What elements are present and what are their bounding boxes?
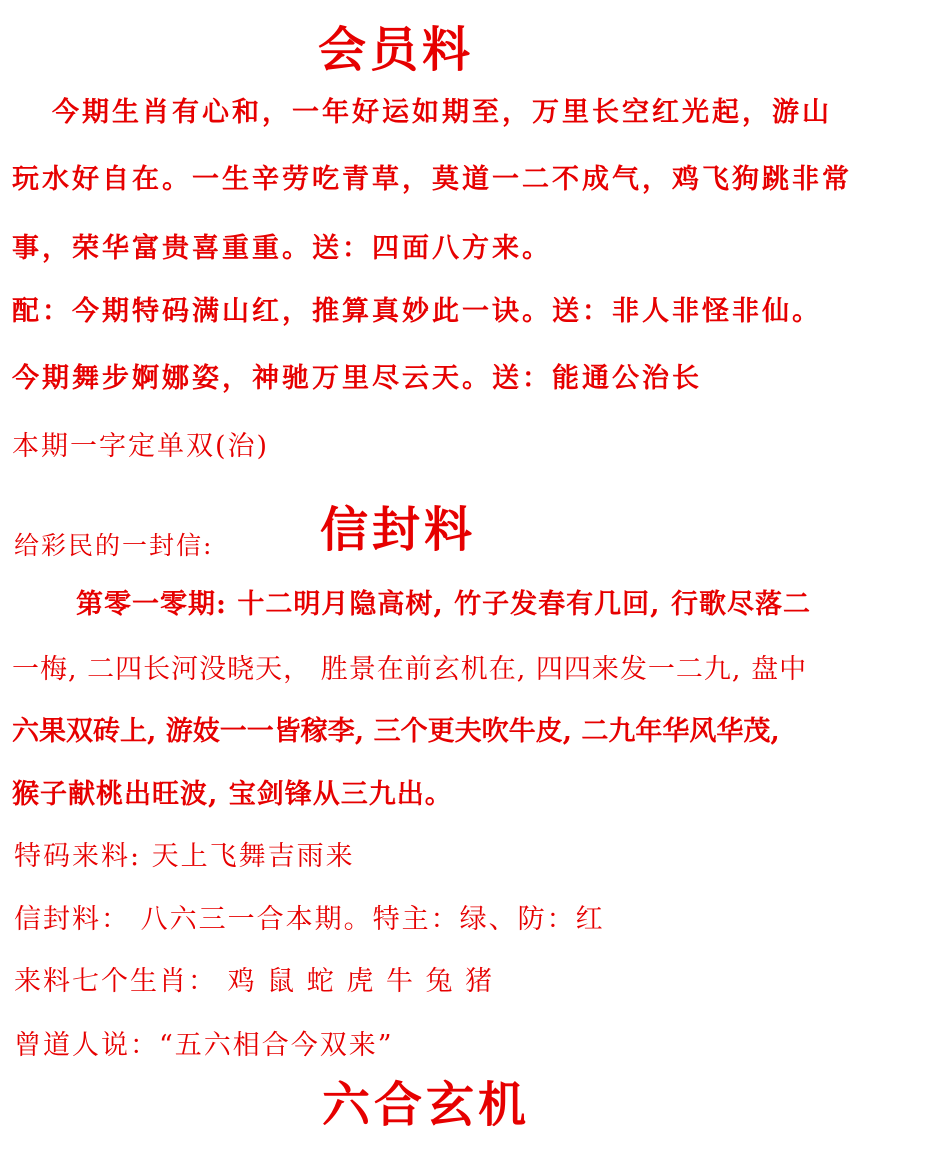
letter-intro: 给彩民的一封信:: [14, 531, 214, 560]
text-line-5: 今期舞步婀娜姿，神驰万里尽云天。送：能通公治长: [12, 363, 702, 394]
text-line-8: 一梅, 二四长河没晓天， 胜景在前玄机在, 四四来发一二九, 盘中: [12, 654, 808, 685]
text-line-6: 本期一字定单双(治): [12, 431, 270, 462]
text-line-12: 信封料： 八六三一合本期。特主：绿、防：红: [14, 904, 605, 935]
text-line-11: 特码来料: 天上飞舞吉雨来: [14, 841, 355, 872]
section-title-member: 会员料: [318, 22, 475, 78]
section-title-liuhe: 六合玄机: [322, 1077, 531, 1133]
section-title-envelope: 信封料: [320, 502, 477, 558]
text-line-13: 来料七个生肖： 鸡 鼠 蛇 虎 牛 兔 猪: [14, 966, 495, 997]
text-line-1: 今期生肖有心和，一年好运如期至，万里长空红光起，游山: [52, 97, 832, 128]
text-line-10: 猴子献桃出旺波, 宝剑锋从三九出。: [12, 779, 453, 810]
text-line-3: 事，荣华富贵喜重重。送：四面八方来。: [12, 233, 552, 264]
text-line-7: 第零一零期: 十二明月隐高树, 竹子发春有几回, 行歌尽落二: [76, 589, 811, 620]
text-line-9: 六果双砖上, 游妓一一皆稼李, 三个更夫吹牛皮, 二九年华风华茂,: [12, 716, 780, 747]
text-line-14: 曾道人说：“五六相合今双来”: [14, 1030, 394, 1061]
text-line-4: 配：今期特码满山红，推算真妙此一诀。送：非人非怪非仙。: [12, 296, 822, 327]
text-line-2: 玩水好自在。一生辛劳吃青草，莫道一二不成气，鸡飞狗跳非常: [12, 164, 852, 195]
